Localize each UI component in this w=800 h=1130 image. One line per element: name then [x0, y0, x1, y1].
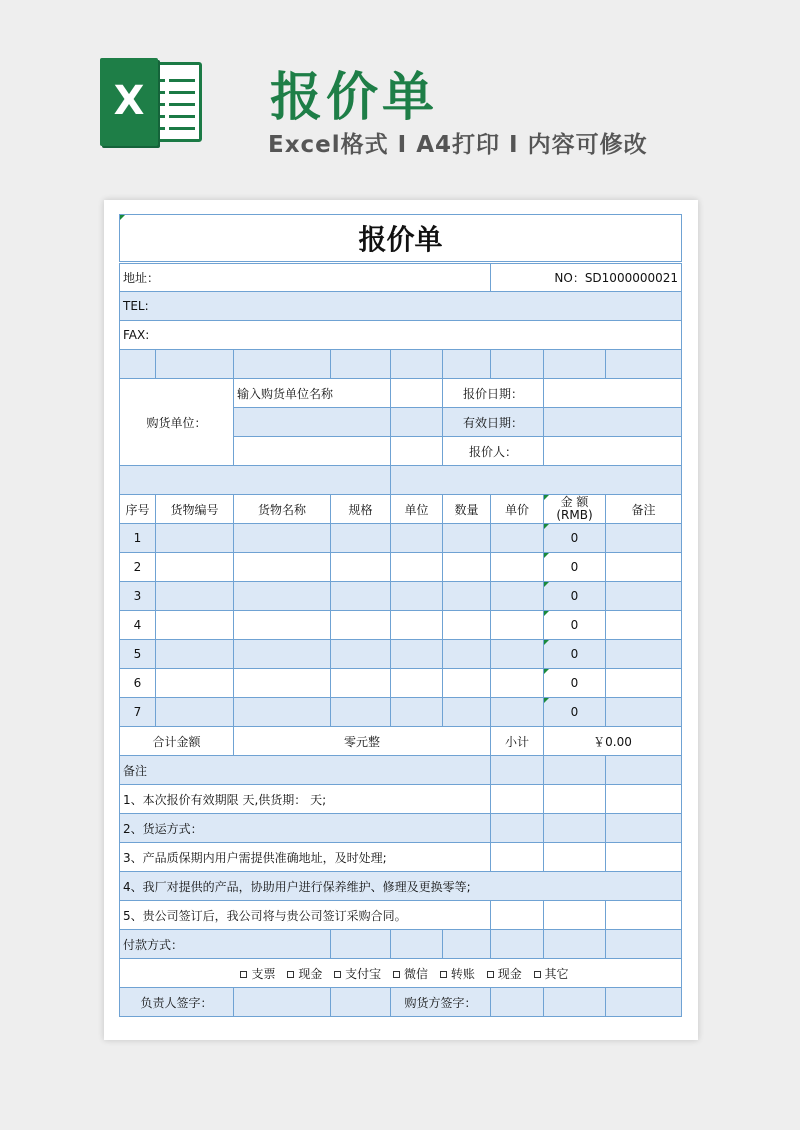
- banner-title: 报价单: [270, 68, 439, 128]
- note-item[interactable]: 4、我厂对提供的产品，协助用户进行保养维护、修理及更换零等;: [120, 872, 682, 901]
- payment-option[interactable]: 微信: [404, 966, 429, 981]
- grid-cell[interactable]: [491, 901, 544, 930]
- grid-cell[interactable]: [491, 756, 544, 785]
- grid-cell[interactable]: [443, 350, 491, 379]
- grid-cell[interactable]: [156, 640, 234, 669]
- grid-cell[interactable]: [331, 553, 391, 582]
- grid-cell[interactable]: [544, 814, 606, 843]
- grid-cell[interactable]: [491, 611, 544, 640]
- grid-cell[interactable]: [606, 785, 682, 814]
- grid-cell[interactable]: [443, 698, 491, 727]
- grid-cell[interactable]: [491, 698, 544, 727]
- total-label: 合计金额: [120, 727, 234, 756]
- grid-cell[interactable]: [120, 466, 391, 495]
- row-amount[interactable]: 0: [544, 669, 606, 698]
- table-row: [120, 698, 682, 727]
- grid-cell[interactable]: [391, 698, 443, 727]
- grid-cell[interactable]: [234, 524, 331, 553]
- grid-cell[interactable]: [120, 350, 156, 379]
- checkbox-icon[interactable]: [334, 971, 341, 978]
- quoter-label: 报价人：: [443, 437, 544, 466]
- grid-cell[interactable]: [391, 524, 443, 553]
- quoter-input[interactable]: [544, 437, 682, 466]
- grid-cell[interactable]: [391, 408, 443, 437]
- grid-cell[interactable]: [156, 524, 234, 553]
- grid-cell[interactable]: [544, 901, 606, 930]
- note-item[interactable]: 5、贵公司签订后，我公司将与贵公司签订采购合同。: [120, 901, 491, 930]
- row-number: 5: [120, 640, 156, 669]
- grid-cell[interactable]: [391, 553, 443, 582]
- signature-cell[interactable]: [491, 988, 544, 1017]
- column-header: 序号: [120, 495, 156, 524]
- grid-cell[interactable]: [491, 785, 544, 814]
- grid-cell[interactable]: [544, 988, 606, 1017]
- fax-cell[interactable]: FAX:: [120, 321, 682, 350]
- grid-cell[interactable]: [234, 437, 391, 466]
- table-row: [120, 669, 682, 698]
- payment-options: [120, 959, 682, 988]
- address-cell[interactable]: 地址：: [120, 263, 491, 292]
- subtotal-value[interactable]: ￥0.00: [544, 727, 682, 756]
- grid-cell[interactable]: [331, 988, 391, 1017]
- grid-cell[interactable]: [156, 350, 234, 379]
- grid-cell[interactable]: [544, 930, 606, 959]
- row-number: 4: [120, 611, 156, 640]
- grid-cell[interactable]: [443, 640, 491, 669]
- row-amount[interactable]: 0: [544, 698, 606, 727]
- column-header: 货物名称: [234, 495, 331, 524]
- column-header: 备注: [606, 495, 682, 524]
- grid-cell[interactable]: [234, 640, 331, 669]
- quote-number-cell[interactable]: NO：SD1000000021: [491, 263, 682, 292]
- table-row: [120, 553, 682, 582]
- grid-cell[interactable]: [391, 466, 682, 495]
- grid-cell[interactable]: [331, 640, 391, 669]
- grid-cell[interactable]: [391, 669, 443, 698]
- column-header: 规格: [331, 495, 391, 524]
- grid-cell[interactable]: [234, 669, 331, 698]
- column-header-amount: 金 额 (RMB): [544, 495, 606, 524]
- grid-cell[interactable]: [331, 930, 391, 959]
- table-row: [120, 524, 682, 553]
- grid-cell[interactable]: [606, 524, 682, 553]
- grid-cell[interactable]: [443, 611, 491, 640]
- total-in-words[interactable]: 零元整: [234, 727, 491, 756]
- grid-cell[interactable]: [331, 582, 391, 611]
- grid-cell[interactable]: [544, 843, 606, 872]
- subtotal-label: 小计: [491, 727, 544, 756]
- grid-cell[interactable]: [491, 814, 544, 843]
- grid-cell[interactable]: [606, 814, 682, 843]
- payment-label: 付款方式：: [120, 930, 331, 959]
- grid-cell[interactable]: [391, 582, 443, 611]
- grid-cell[interactable]: [606, 988, 682, 1017]
- valid-date-input[interactable]: [544, 408, 682, 437]
- checkbox-icon[interactable]: [440, 971, 447, 978]
- row-number: 3: [120, 582, 156, 611]
- checkbox-icon[interactable]: [240, 971, 247, 978]
- grid-cell[interactable]: [443, 669, 491, 698]
- grid-cell[interactable]: [391, 611, 443, 640]
- row-amount[interactable]: 0: [544, 524, 606, 553]
- quote-date-label: 报价日期：: [443, 379, 544, 408]
- note-item[interactable]: 2、货运方式：: [120, 814, 491, 843]
- grid-cell[interactable]: [491, 582, 544, 611]
- excel-logo-icon: [100, 58, 204, 146]
- grid-cell[interactable]: [606, 843, 682, 872]
- checkbox-icon[interactable]: [287, 971, 294, 978]
- grid-cell[interactable]: [234, 408, 391, 437]
- grid-cell[interactable]: [391, 350, 443, 379]
- grid-cell[interactable]: [443, 582, 491, 611]
- payment-option[interactable]: 支付宝: [345, 966, 382, 981]
- grid-cell[interactable]: [544, 785, 606, 814]
- quote-date-input[interactable]: [544, 379, 682, 408]
- grid-cell[interactable]: [391, 640, 443, 669]
- grid-cell[interactable]: [156, 553, 234, 582]
- row-number: 2: [120, 553, 156, 582]
- tel-cell[interactable]: TEL:: [120, 292, 682, 321]
- grid-cell[interactable]: [331, 350, 391, 379]
- column-header: 数量: [443, 495, 491, 524]
- grid-cell[interactable]: [391, 930, 443, 959]
- logo-letter: X: [113, 78, 145, 124]
- column-header: 货物编号: [156, 495, 234, 524]
- grid-cell[interactable]: [234, 582, 331, 611]
- row-number: 1: [120, 524, 156, 553]
- row-amount[interactable]: 0: [544, 611, 606, 640]
- payment-option[interactable]: 现金: [298, 966, 323, 981]
- column-header: 单价: [491, 495, 544, 524]
- grid-cell[interactable]: [234, 698, 331, 727]
- grid-cell[interactable]: [606, 669, 682, 698]
- sheet-title[interactable]: 报价单: [120, 215, 682, 263]
- grid-cell[interactable]: [156, 698, 234, 727]
- grid-cell[interactable]: [443, 524, 491, 553]
- table-row: [120, 611, 682, 640]
- grid-cell[interactable]: [606, 553, 682, 582]
- grid-cell[interactable]: [391, 379, 443, 408]
- responsible-sign-label: 负责人签字：: [120, 988, 234, 1017]
- grid-cell[interactable]: [331, 611, 391, 640]
- table-row: [120, 640, 682, 669]
- note-item[interactable]: 3、产品质保期内用户需提供准确地址，及时处理;: [120, 843, 491, 872]
- payment-option[interactable]: 其它: [544, 966, 569, 981]
- grid-cell[interactable]: [443, 553, 491, 582]
- payment-option[interactable]: 现金: [497, 966, 522, 981]
- grid-cell[interactable]: [234, 611, 331, 640]
- grid-cell[interactable]: [491, 669, 544, 698]
- checkbox-icon[interactable]: [393, 971, 400, 978]
- grid-cell[interactable]: [606, 930, 682, 959]
- buyer-sign-label: 购货方签字：: [391, 988, 491, 1017]
- grid-cell[interactable]: [443, 930, 491, 959]
- grid-cell[interactable]: [156, 669, 234, 698]
- checkbox-icon[interactable]: [534, 971, 541, 978]
- grid-cell[interactable]: [491, 553, 544, 582]
- grid-cell[interactable]: [606, 611, 682, 640]
- row-amount[interactable]: 0: [544, 553, 606, 582]
- grid-cell[interactable]: [391, 437, 443, 466]
- grid-cell[interactable]: [606, 640, 682, 669]
- grid-cell[interactable]: [156, 611, 234, 640]
- row-amount[interactable]: 0: [544, 640, 606, 669]
- payment-option[interactable]: 支票: [251, 966, 276, 981]
- grid-cell[interactable]: [606, 698, 682, 727]
- grid-cell[interactable]: [606, 350, 682, 379]
- row-amount[interactable]: 0: [544, 582, 606, 611]
- column-header: 单位: [391, 495, 443, 524]
- grid-cell[interactable]: [234, 553, 331, 582]
- row-number: 6: [120, 669, 156, 698]
- grid-cell[interactable]: [234, 350, 331, 379]
- notes-label: 备注: [120, 756, 491, 785]
- grid-cell[interactable]: [491, 640, 544, 669]
- signature-cell[interactable]: [234, 988, 331, 1017]
- checkbox-icon[interactable]: [487, 971, 494, 978]
- valid-date-label: 有效日期：: [443, 408, 544, 437]
- grid-cell[interactable]: [491, 843, 544, 872]
- grid-cell[interactable]: [331, 698, 391, 727]
- payment-option[interactable]: 转账: [450, 966, 475, 981]
- grid-cell[interactable]: [544, 756, 606, 785]
- grid-cell[interactable]: [544, 350, 606, 379]
- grid-cell[interactable]: [606, 901, 682, 930]
- buyer-label: 购货单位：: [120, 379, 234, 466]
- grid-cell[interactable]: [156, 582, 234, 611]
- row-number: 7: [120, 698, 156, 727]
- grid-cell[interactable]: [606, 756, 682, 785]
- grid-cell[interactable]: [491, 350, 544, 379]
- grid-cell[interactable]: [331, 669, 391, 698]
- banner-subtitle: Excel格式 I A4打印 I 内容可修改: [268, 132, 648, 158]
- note-item[interactable]: 1、本次报价有效期限 天,供货期： 天;: [120, 785, 491, 814]
- quotation-table: [119, 214, 682, 1017]
- buyer-name-input[interactable]: 输入购货单位名称: [234, 379, 391, 408]
- grid-cell[interactable]: [331, 524, 391, 553]
- table-row: [120, 582, 682, 611]
- grid-cell[interactable]: [491, 524, 544, 553]
- grid-cell[interactable]: [491, 930, 544, 959]
- grid-cell[interactable]: [606, 582, 682, 611]
